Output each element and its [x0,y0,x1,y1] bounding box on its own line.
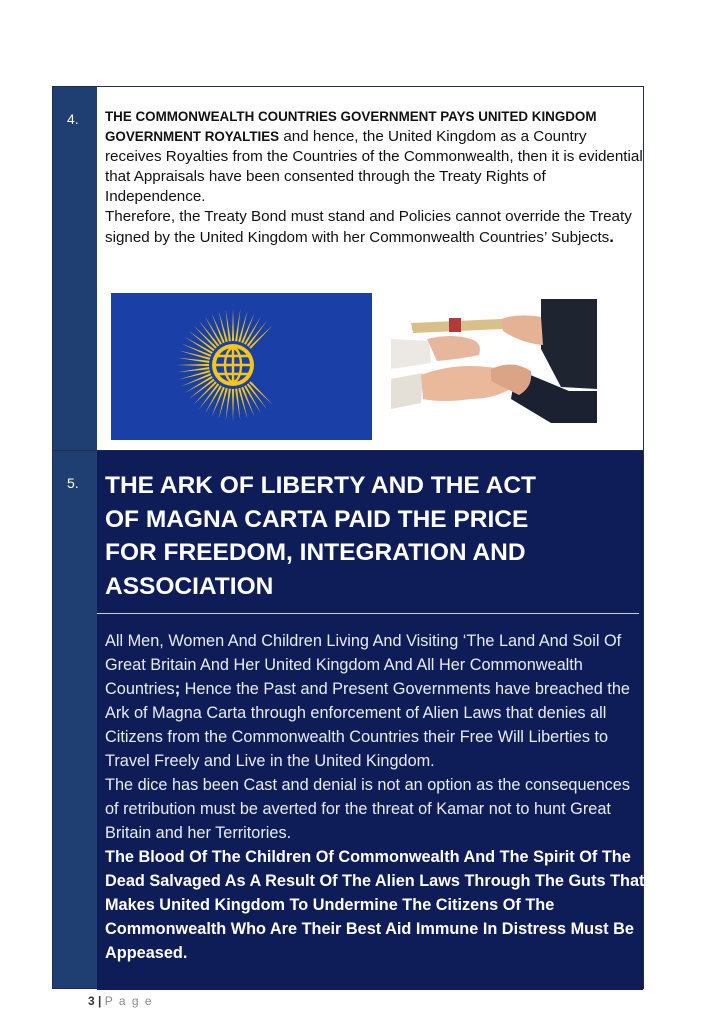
section-5-title [105,469,585,603]
title-line: THE ARK OF LIBERTY AND THE ACT [105,472,537,499]
paragraph-2: The dice has been Cast and denial is not an option as the consequences of retribution must be averted for the threat of Kamar not to hunt Great Britain and her Territories. [105,776,630,842]
title-line: FOR FREEDOM, INTEGRATION AND [105,539,526,566]
paragraph-1-rest: Hence the Past and Present Governments have breached the Ark of Magna Carta through enforcement of Alien Laws that denies all Citizens from the Commonwealth Countries their Free Will Liberties to Travel Freely and Live in the United Kingdom. [105,680,630,770]
section-number: 4. [67,111,79,127]
page-number: 3 [88,994,95,1008]
section-5-body [105,629,645,965]
page-label: P a g e [104,994,154,1008]
section-number: 5. [67,475,79,491]
document-table [52,86,644,989]
commonwealth-flag-image [111,293,372,440]
section-5-row [53,451,643,990]
page-footer [88,994,153,1008]
paragraph-3: The Blood Of The Children Of Commonwealth And The Spirit Of The Dead Salvaged As A Result Of The Alien Laws Through The Guts That Makes United Kingdom To Undermine The Citizens Of The Commonwealth Who Are Their Best Aid Immune In Distress Must Be Appeased. [105,848,645,962]
section-4-text [105,107,645,248]
paragraph-1: All Men, Women And Children Living And Visiting ‘The Land And Soil Of Great Britain And Her United Kingdom And All Her Commonwealth Countries [105,632,622,698]
paragraph-1-semicolon: ; [174,680,181,698]
section-text: and hence, the United Kingdom as a Country receives Royalties from the Countries of the Commonwealth, then it is evidential that Appraisals have been consented through the Treaty Rights of Independence. [105,128,643,205]
section-4-row [53,87,643,451]
section-text-period: . [609,227,614,246]
section-divider [97,613,639,614]
handshake-image [391,299,597,423]
commonwealth-emblem-icon [111,293,372,440]
section-text: Therefore, the Treaty Bond must stand and Policies cannot override the Treaty signed by the United Kingdom with her Commonwealth Countries’ Subjects [105,208,632,246]
page-separator: | [98,994,102,1008]
section-heading: THE COMMONWEALTH COUNTRIES GOVERNMENT PAYS UNITED KINGDOM GOVERNMENT ROYALTIES [105,109,597,144]
handshake-icon [391,299,597,423]
title-line: OF MAGNA CARTA PAID THE PRICE [105,505,529,533]
title-line: ASSOCIATION [105,572,274,600]
